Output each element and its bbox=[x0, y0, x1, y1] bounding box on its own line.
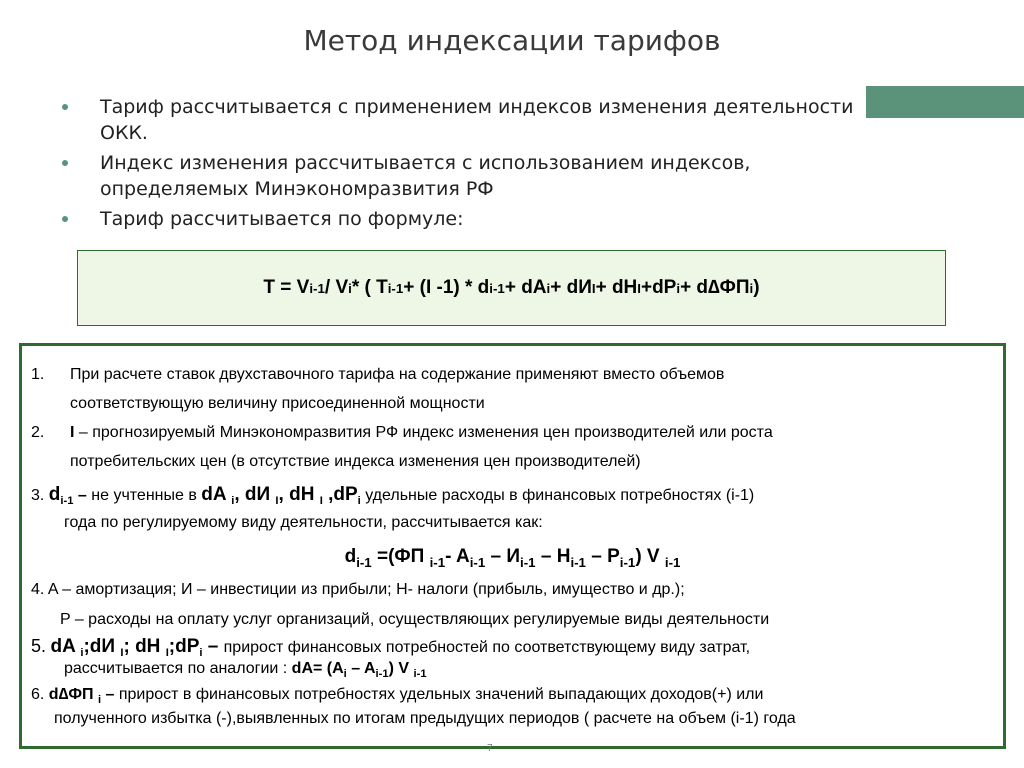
note-5-line2: рассчитывается по аналогии : $dA= (A_i - A_{i-1})$ V $_{i-1}$ bbox=[64, 660, 427, 681]
note-2-number: 2. bbox=[31, 424, 45, 441]
bullet-item: Индекс изменения рассчитывается с использованием индексов, определяемых Минэкономразвития РФ bbox=[62, 150, 862, 202]
note-4-line1: 4. A – амортизация; И – инвестиции из прибыли; Н- налоги (прибыль, имущество и др.); bbox=[31, 581, 685, 598]
bullet-list bbox=[62, 94, 862, 236]
bullet-dot-icon bbox=[62, 160, 68, 166]
note-4-line2: P – расходы на оплату услуг организаций, осуществляющих регулируемые виды деятельности bbox=[60, 611, 770, 628]
note-1-number: 1. bbox=[31, 366, 45, 383]
notes-box bbox=[19, 343, 1006, 749]
note-6-line2: полученного избытка (-),выявленных по итогам предыдущих периодов ( расчете на объем (i-1) года bbox=[54, 710, 796, 727]
note-1-line1: При расчете ставок двухставочного тарифа на содержание применяют вместо объемов bbox=[70, 366, 725, 383]
note-2-line1: I – прогнозируемый Минэкономразвития РФ индекс изменения цен производителей или роста bbox=[70, 424, 773, 441]
slide-title: Метод индексации тарифов bbox=[303, 24, 721, 57]
bullet-item: Тариф рассчитывается с применением индексов изменения деятельности ОКК. bbox=[62, 94, 862, 146]
bullet-item: Тариф рассчитывается по формуле: bbox=[62, 206, 862, 232]
note-1-line2: соответствующую величину присоединенной мощности bbox=[70, 395, 485, 412]
note-5-line1: 5. dA $_i$;dИ $_I$; dH $_I;dP_i$ – прирост финансовых потребностей по соответствующему виду затрат, bbox=[31, 636, 751, 660]
note-6-line1: 6. d∆ФП $_i$ – прирост в финансовых потребностях удельных значений выпадающих доходов(+) или bbox=[31, 686, 764, 707]
bullet-dot-icon bbox=[62, 216, 68, 222]
residual-formula: $d_{i-1} =(ФП$ $_{i-1}$- $A_{i-1} - И_{i-1} - H_{i-1} - P_{i-1}$) V $_{i-1}$ bbox=[344, 546, 681, 570]
note-3-line2: года по регулируемому виду деятельности, рассчитывается как: bbox=[64, 514, 543, 531]
bullet-dot-icon bbox=[62, 104, 68, 110]
note-2-line2: потребительских цен (в отсутствие индекса изменения цен производителей) bbox=[70, 453, 641, 470]
accent-bar bbox=[866, 86, 1024, 118]
note-3-line1: 3. $d_{i-1}$ – не учтенные в dA $_i$, dИ $_I$, dH $_I$ $,dP_i$ удельные расходы в финансовых потребностях (i-1) bbox=[31, 484, 755, 508]
tariff-formula: T = V i-1 / V i * ( T i-1 + (I -1) * d i-1 + dA i + dИ I + dH I +dP i + d∆ФП i ) bbox=[77, 250, 946, 326]
page-number: 7 bbox=[487, 743, 493, 754]
